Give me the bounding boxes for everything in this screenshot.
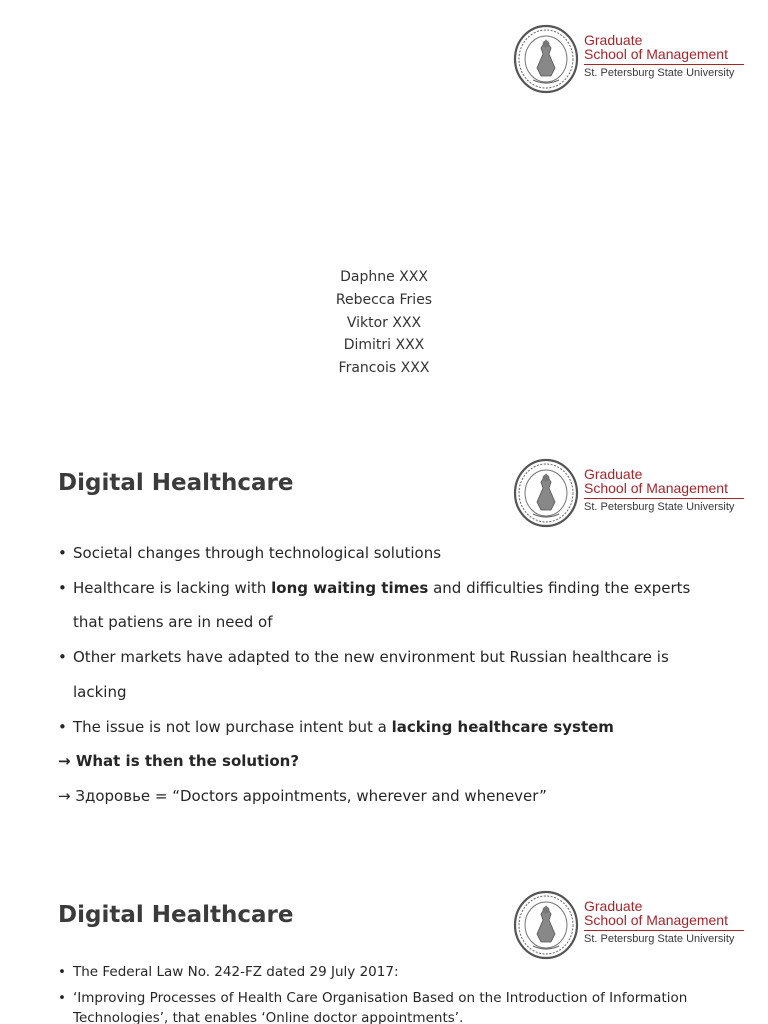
bullet-item [58, 640, 738, 675]
gsom-logo [513, 458, 753, 530]
conclusion-text: Здоровье = “Doctors appointments, wherever and whenever” [75, 786, 547, 805]
bullet-continuation [58, 675, 738, 710]
logo-divider [584, 64, 744, 65]
content-slide [0, 864, 768, 1024]
bullet-text: The Federal Law No. 242-FZ dated 29 July 2017: [73, 964, 399, 980]
bullet-marker: • [58, 578, 67, 597]
bullet-marker: • [58, 544, 67, 562]
author-name: Dimitri XXX [343, 337, 425, 354]
bullet-text: Healthcare is lacking with [73, 578, 272, 597]
author-name: Viktor XXX [346, 314, 422, 331]
logo-text-graduate: Graduate [584, 898, 643, 914]
logo-text-graduate: Graduate [584, 32, 643, 48]
slide-title: Digital Healthcare [58, 470, 294, 496]
slide-title: Digital Healthcare [58, 902, 294, 928]
bullet-item [58, 962, 748, 982]
logo-text-school: School of Management [584, 46, 728, 62]
bullet-text: and difficulties finding the experts [428, 578, 691, 597]
arrow-icon: → [58, 786, 71, 805]
bullet-text: lacking [73, 682, 127, 701]
conclusion-text: What is then the solution? [75, 752, 300, 771]
author-name: Francois XXX [338, 360, 430, 377]
logo-text-school: School of Management [584, 480, 728, 496]
gsom-logo [513, 890, 753, 962]
conclusion-answer [58, 779, 738, 814]
logo-text-graduate: Graduate [584, 466, 643, 482]
logo-text-university: St. Petersburg State University [584, 67, 735, 79]
bullet-text: Technologies’, that enables ‘Online doctor appointments’. [73, 1010, 464, 1024]
gsom-logo [513, 24, 753, 96]
bullet-item [58, 988, 748, 1024]
university-seal-icon [513, 24, 579, 94]
bullet-text: Societal changes through technological solutions [73, 544, 442, 562]
bullet-text: that patiens are in need of [73, 613, 273, 632]
bullet-list [58, 536, 738, 814]
bullet-text: Other markets have adapted to the new environment but Russian healthcare is [73, 648, 669, 667]
content-slide [0, 432, 768, 862]
university-seal-icon [513, 458, 579, 528]
title-slide [0, 0, 768, 430]
bullet-continuation [58, 605, 738, 640]
bullet-emphasis: lacking healthcare system [391, 717, 614, 736]
bullet-item [58, 710, 738, 745]
logo-divider [584, 498, 744, 499]
author-name: Rebecca Fries [335, 291, 433, 308]
bullet-marker: • [58, 717, 67, 736]
logo-divider [584, 930, 744, 931]
bullet-text: ‘Improving Processes of Health Care Organisation Based on the Introduction of Information [73, 990, 688, 1006]
bullet-list [58, 962, 748, 1024]
bullet-item [58, 536, 738, 571]
bullet-emphasis: long waiting times [271, 578, 429, 597]
bullet-marker: • [58, 990, 66, 1006]
arrow-icon: → [58, 752, 71, 771]
logo-text-university: St. Petersburg State University [584, 933, 735, 945]
logo-text-school: School of Management [584, 912, 728, 928]
bullet-marker: • [58, 648, 67, 667]
bullet-item [58, 571, 738, 606]
logo-text-university: St. Petersburg State University [584, 501, 735, 513]
conclusion-question [58, 744, 738, 779]
bullet-marker: • [58, 964, 66, 980]
author-list [0, 266, 768, 380]
university-seal-icon [513, 890, 579, 960]
author-name: Daphne XXX [340, 269, 428, 285]
bullet-text: The issue is not low purchase intent but a [73, 717, 392, 736]
